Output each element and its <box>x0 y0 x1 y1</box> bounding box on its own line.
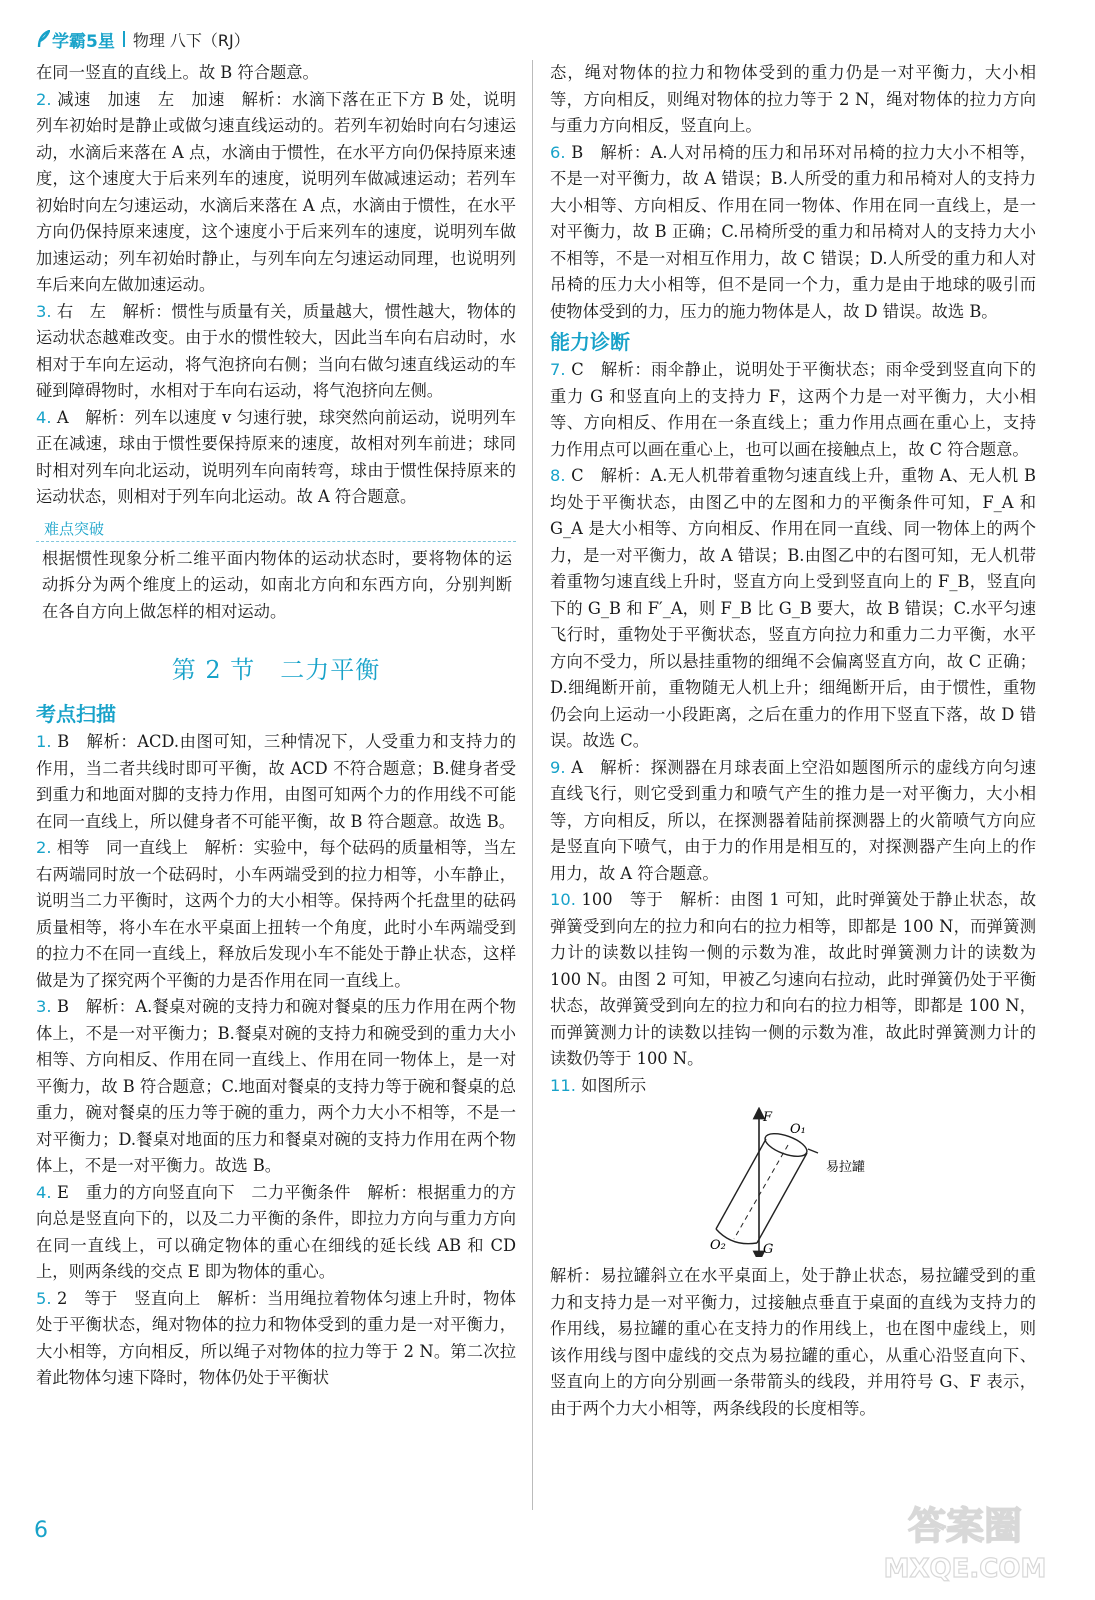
svg-text:答案圈: 答案圈 <box>907 1504 1023 1548</box>
answer-number: 4. <box>36 407 52 427</box>
answer-number: 10. <box>550 890 576 909</box>
answer-text: 100 等于 解析：由图 1 可知，此时弹簧处于静止状态，故弹簧受到向左的拉力和向右的拉力相等，即都是 100 N，而弹簧测力计的读数以挂钩一侧的示数为准，故此时弹簧测力计的读数为 100 N。由图 2 可知，甲被乙匀速向右拉动，此时弹簧仍处于平衡状态，故弹簧受到向左的拉力和向右的拉力相等，即都是 100 N，而弹簧测力计的读数以挂钩一侧的示数为准，故此时弹簧测力计的读数仍等于 100 N。 <box>550 890 1036 1068</box>
answer-s4 <box>36 1180 516 1286</box>
answer-text: C 解析：雨伞静止，说明处于平衡状态；雨伞受到竖直向下的重力 G 和竖直向上的支持力 F，这两个力是一对平衡力，大小相等、方向相反、作用在一条直线上；重力作用点画在重心上，支持力作用点可以画在重心上，也可以画在接触点上，故 C 符合题意。 <box>550 360 1036 459</box>
answer-text: B 解析：A.餐桌对碗的支持力和碗对餐桌的压力作用在两个物体上，不是一对平衡力；B.餐桌对碗的支持力和碗受到的重力大小相等、方向相反、作用在同一直线上、作用在同一物体上，是一对平衡力，故 B 符合题意；C.地面对餐桌的支持力等于碗和餐桌的总重力，碗对餐桌的压力等于碗的重力，两个力大小不相等，不是一对平衡力；D.餐桌对地面的压力和餐桌对碗的支持力作用在两个物体上，不是一对平衡力。故选 B。 <box>36 997 516 1175</box>
svg-text:MXQE.COM: MXQE.COM <box>883 1554 1047 1584</box>
answer-2 <box>36 87 516 299</box>
answer-4 <box>36 405 516 511</box>
axis-dashed-line <box>734 1145 788 1239</box>
label-G: G <box>763 1242 774 1257</box>
left-column <box>36 60 516 1392</box>
answer-number: 5. <box>36 1288 52 1308</box>
page-header <box>36 26 250 52</box>
chapter-title: 第 2 节 二力平衡 <box>171 656 381 684</box>
header-subject: 物理 八下（RJ） <box>132 30 250 50</box>
watermark-logo <box>860 1495 1070 1585</box>
answer-number: 8. <box>550 466 566 485</box>
right-column <box>550 60 1036 1422</box>
answer-number: 3. <box>36 301 52 321</box>
answer-number: 11. <box>550 1075 576 1095</box>
label-O1: O₁ <box>790 1122 806 1137</box>
answer-s6 <box>550 140 1036 326</box>
answer-number: 3. <box>36 997 52 1016</box>
answer-text: C 解析：A.无人机带着重物匀速直线上升，重物 A、无人机 B 均处于平衡状态，由图乙中的左图和力的平衡条件可知，F_A 和 G_A 是大小相等、方向相反、作用在同一直线、同一物体上的两个力，是一对平衡力，故 A 错误；B.由图乙中的右图可知，无人机带着重物匀速直线上升时，竖直方向上受到竖直向上的 F_B，竖直向下的 G_B 和 F′_A，则 F_B 比 G_B 要大，故 B 错误；C.水平匀速飞行时，重物处于平衡状态，竖直方向拉力和重力二力平衡，水平方向不受力，所以悬挂重物的细绳不会偏离竖直方向，故 C 正确；D.细绳断开前，重物随无人机上升；细绳断开后，由于惯性，重物仍会向上运动一小段距离，之后在重力的作用下竖直下落，故 D 错误。故选 C。 <box>550 466 1036 750</box>
answer-s9 <box>550 755 1036 888</box>
tip-text: 根据惯性现象分析二维平面内物体的运动状态时，要将物体的运动拆分为两个维度上的运动，如南北方向和东西方向，分别判断在各自方向上做怎样的相对运动。 <box>42 548 512 621</box>
answer-text: 如图所示 <box>575 1075 647 1095</box>
label-O2: O₂ <box>710 1238 726 1253</box>
answer-s7 <box>550 357 1036 463</box>
answer-s11 <box>550 1073 1036 1100</box>
answer-continuation: 在同一竖直的直线上。故 B 符合题意。 <box>36 63 319 82</box>
answer-text: 右 左 解析：惯性与质量有关，质量越大，惯性越大，物体的运动状态越难改变。由于水的惯性较大，因此当车向右启动时，水相对于车向左运动，将气泡挤向右侧；当向右做匀速直线运动的车碰到障碍物时，水相对于车向右运动，将气泡挤向左侧。 <box>36 301 516 400</box>
answer-s5 <box>36 1286 516 1392</box>
section-title-scan: 考点扫描 <box>36 702 116 726</box>
answer-text: 减速 加速 左 加速 解析：水滴下落在正下方 B 处，说明列车初始时是静止或做匀速直线运动的。若列车初始时向右匀速运动，水滴后来落在 A 点，水滴由于惯性，在水平方向仍保持原来速度，这个速度大于后来列车的速度，说明列车做减速运动；若列车初始时向左匀速运动，水滴后来落在 A 点，水滴由于惯性，在水平方向仍保持原来速度，这个速度小于后来列车的速度，说明列车做加速运动；列车初始时静止，与列车向左匀速运动同理，也说明列车后来向左做加速运动。 <box>36 89 516 294</box>
header-divider <box>123 31 125 47</box>
answer-s3 <box>36 994 516 1180</box>
answer-s1 <box>36 729 516 835</box>
answer-continuation: 态，绳对物体的拉力和物体受到的重力仍是一对平衡力，大小相等，方向相反，则绳对物体的拉力等于 2 N，绳对物体的拉力方向与重力方向相反，竖直向上。 <box>550 63 1036 135</box>
answer-text: A 解析：列车以速度 v 匀速行驶，球突然向前运动，说明列车正在减速，球由于惯性要保持原来的速度，故相对列车前进；球同时相对列车向北运动，说明列车向南转弯，球由于惯性保持原来的运动状态，则相对于列车向北运动。故 A 符合题意。 <box>36 407 516 506</box>
tip-box <box>36 541 516 626</box>
label-F: F <box>763 1110 773 1125</box>
brand-name: 学霸5星 <box>52 31 115 52</box>
answer-text: 2 等于 竖直向上 解析：当用绳拉着物体匀速上升时，物体处于平衡状态，绳对物体的拉力和物体受到的重力是一对平衡力，大小相等，方向相反，所以绳子对物体的拉力等于 2 N。第二次拉着此物体匀速下降时，物体仍处于平衡状 <box>36 1288 516 1387</box>
answer-text: B 解析：A.人对吊椅的压力和吊环对吊椅的拉力大小不相等，不是一对平衡力，故 A 错误；B.人所受的重力和吊椅对人的支持力大小相等、方向相反、作用在同一物体、作用在同一直线上，是一对平衡力，故 B 正确；C.吊椅所受的重力和吊椅对人的支持力大小不相等，不是一对相互作用力，故 C 错误；D.人所受的重力和人对吊椅的压力大小相等，但不是同一个力，重力是由于地球的吸引而使物体受到的力，压力的施力物体是人，故 D 错误。故选 B。 <box>550 142 1036 321</box>
page-number: 6 <box>34 1518 48 1543</box>
brand-logo <box>36 27 115 52</box>
tip-title: 难点突破 <box>44 519 105 538</box>
answer-number: 4. <box>36 1182 52 1202</box>
brand-leaf-icon <box>36 30 50 48</box>
can-shape <box>716 1129 818 1244</box>
answer-number: 2. <box>36 838 52 857</box>
answer-number: 6. <box>550 142 566 162</box>
answer-number: 7. <box>550 360 566 379</box>
answer-s2 <box>36 835 516 994</box>
answer-text: B 解析：ACD.由图可知，三种情况下，人受重力和支持力的作用，当二者共线时即可平衡，故 ACD 不符合题意；B.健身者受到重力和地面对脚的支持力作用，由图可知两个力的作用线不可能在同一直线上，所以健身者不可能平衡，故 B 符合题意。故选 B。 <box>36 732 516 831</box>
answer-number: 2. <box>36 89 52 109</box>
answer-text: E 重力的方向竖直向下 二力平衡条件 解析：根据重力的方向总是竖直向下的，以及二力平衡的条件，即拉力方向与重力方向在同一直线上，可以确定物体的重心在细线的延长线 AB 和 CD 上，则两条线的交点 E 即为物体的重心。 <box>36 1182 516 1281</box>
answer-s11-explanation: 解析：易拉罐斜立在水平桌面上，处于静止状态，易拉罐受到的重力和支持力是一对平衡力，过接触点垂直于桌面的直线为支持力的作用线，易拉罐的重心在支持力的作用线上，也在图中虚线上，则该作用线与图中虚线的交点为易拉罐的重心，从重心沿竖直向下、竖直向上的方向分别画一条带箭头的线段，并用符号 G、F 表示，由于两个力大小相等，两条线段的长度相等。 <box>550 1266 1036 1418</box>
section-title-diagnosis: 能力诊断 <box>550 330 630 354</box>
column-divider <box>532 60 533 1510</box>
can-force-figure <box>550 1107 1036 1257</box>
answer-text: 相等 同一直线上 解析：实验中，每个砝码的质量相等，当左右两端同时放一个砝码时，小车两端受到的拉力相等，小车静止，说明当二力平衡时，这两个力的大小相等。保持两个托盘里的砝码质量相等，将小车在水平桌面上扭转一个角度，此时小车两端受到的拉力不在同一直线上，释放后发现小车不能处于静止状态，这样做是为了探究两个平衡的力是否作用在同一直线上。 <box>36 838 516 990</box>
label-can: 易拉罐 <box>826 1160 866 1175</box>
answer-text: A 解析：探测器在月球表面上空沿如题图所示的虚线方向匀速直线飞行，则它受到重力和喷气产生的推力是一对平衡力，大小相等，方向相反，所以，在探测器着陆前探测器上的火箭喷气方向应是竖直向下喷气，由于力的作用是相互的，对探测器产生向上的作用力，故 A 符合题意。 <box>550 757 1036 883</box>
answer-3 <box>36 299 516 405</box>
answer-s8 <box>550 463 1036 755</box>
answer-number: 9. <box>550 757 566 777</box>
answer-s10 <box>550 887 1036 1073</box>
can-force-diagram <box>550 1107 1036 1257</box>
answer-number: 1. <box>36 732 52 751</box>
